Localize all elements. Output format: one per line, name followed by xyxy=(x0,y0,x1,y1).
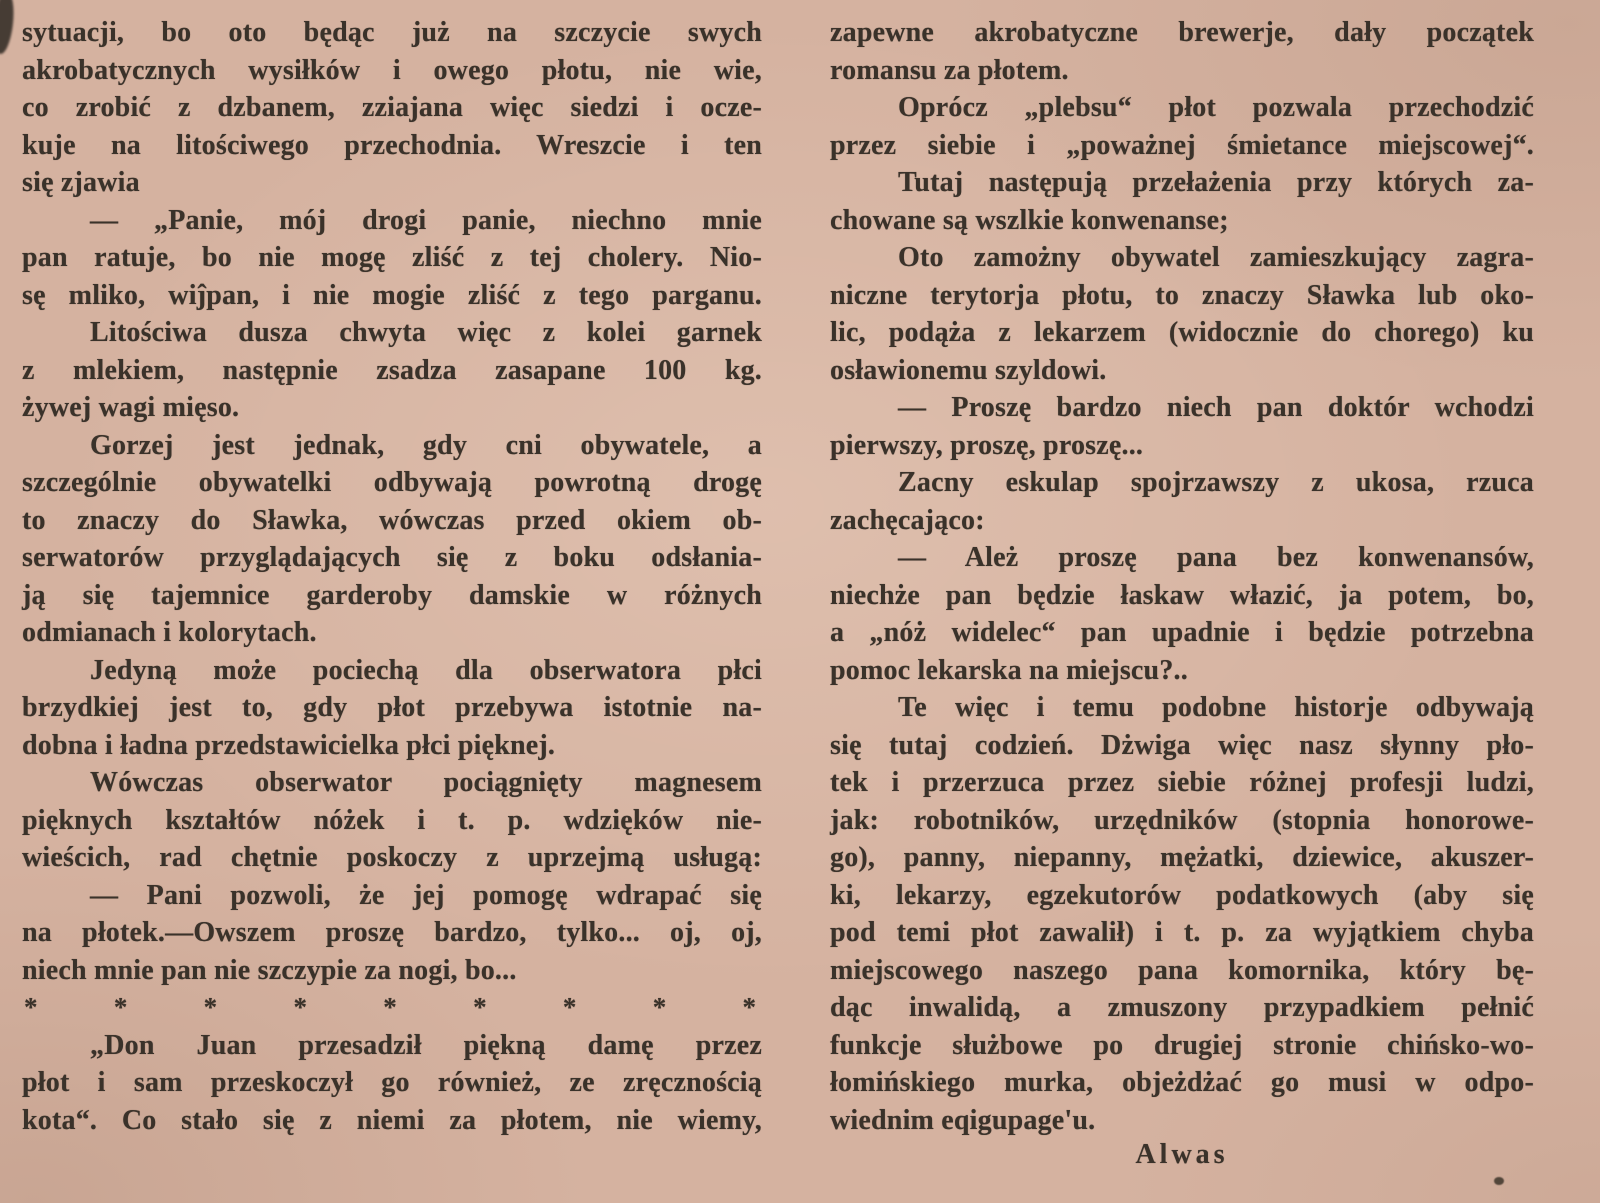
text-line: płot i sam przeskoczył go również, ze zręcznością xyxy=(22,1067,762,1098)
text-line: pan ratuje, bo nie mogę zliść z tej cholery. Nio- xyxy=(22,242,762,273)
text-line: wiednim eqigupage'u. xyxy=(830,1104,1096,1136)
asterisk: * xyxy=(383,992,397,1023)
text-line: niechże pan będzie łaskaw włazić, ja potem, bo, xyxy=(830,579,1534,611)
text-line: odmianach i kolorytach. xyxy=(22,617,317,648)
text-line: niczne terytorja płotu, to znaczy Sławka lub oko- xyxy=(830,279,1534,311)
text-line: Oprócz „plebsu“ płot pozwala przechodzić xyxy=(898,92,1534,123)
text-line: osławionemu szyldowi. xyxy=(830,354,1107,386)
text-line: łomińskiego murka, objeżdżać go musi w odpo- xyxy=(830,1067,1534,1098)
text-line: ki, lekarzy, egzekutorów podatkowych (aby się xyxy=(830,879,1534,911)
text-line: serwatorów przyglądających się z boku odsłania- xyxy=(22,542,762,573)
text-line: przez siebie i „poważnej śmietance miejscowej“. xyxy=(830,129,1534,161)
text-line: jak: robotników, urzędników (stopnia honorowe- xyxy=(830,804,1534,836)
text-line: Te więc i temu podobne historje odbywają xyxy=(898,692,1534,723)
text-line: a „nóż widelec“ pan upadnie i będzie potrzebna xyxy=(830,617,1534,648)
text-line: chowane są wszlkie konwenanse; xyxy=(830,204,1229,236)
asterisk: * xyxy=(24,992,38,1023)
text-line: miejscowego naszego pana komornika, który bę- xyxy=(830,954,1534,986)
text-line: na płotek.—Owszem proszę bardzo, tylko... oj, oj, xyxy=(22,917,762,948)
text-line: — Proszę bardzo niech pan doktór wchodzi xyxy=(898,392,1534,423)
asterisk: * xyxy=(562,992,577,1023)
text-line: brzydkiej jest to, gdy płot przebywa istotnie na- xyxy=(22,692,762,723)
asterisk: * xyxy=(293,992,307,1023)
text-line: wieścich, rad chętnie poskoczy z uprzejmą usługą: xyxy=(22,842,762,873)
text-line: niech mnie pan nie szczypie za nogi, bo... xyxy=(22,954,517,986)
text-line: sytuacji, bo oto będąc już na szczycie swych xyxy=(22,17,762,48)
text-line: Gorzej jest jednak, gdy cni obywatele, a xyxy=(90,429,762,461)
text-line: — Pani pozwoli, że jej pomogę wdrapać się xyxy=(90,879,762,911)
left-column xyxy=(22,14,762,1139)
text-line: „Don Juan przesadził piękną damę przez xyxy=(90,1029,762,1061)
text-line: z mlekiem, następnie zsadza zasapane 100 kg. xyxy=(22,354,762,386)
text-line: żywej wagi mięso. xyxy=(22,392,240,423)
text-line: lic, podąża z lekarzem (widocznie do chorego) ku xyxy=(830,317,1534,348)
asterisk: * xyxy=(652,992,667,1023)
text-line: Tutaj następują przełażenia przy których za- xyxy=(898,167,1534,198)
text-line: kota“. Co stało się z niemi za płotem, nie wiemy, xyxy=(22,1104,762,1136)
text-line: tek i przerzuca przez siebie różnej profesji ludzi, xyxy=(830,767,1534,798)
text-line: — Ależ proszę pana bez konwenansów, xyxy=(898,542,1534,573)
text-line: Litościwa dusza chwyta więc z kolei garnek xyxy=(90,317,762,348)
text-line: pod temi płot zawalił) i t. p. za wyjątkiem chyba xyxy=(830,917,1534,948)
text-line: dobna i ładna przedstawicielka płci pięknej. xyxy=(22,729,556,761)
text-line: szczególnie obywatelki odbywają powrotną drogę xyxy=(22,467,762,498)
text-line: pierwszy, proszę, proszę... xyxy=(830,429,1144,461)
text-line: Jedyną może pociechą dla obserwatora płci xyxy=(90,654,762,686)
asterisk: * xyxy=(473,992,487,1023)
text-line: romansu za płotem. xyxy=(830,54,1069,86)
text-line: pomoc lekarska na miejscu?.. xyxy=(830,654,1188,686)
author-signature: Alwas xyxy=(1135,1139,1229,1170)
right-column xyxy=(830,14,1534,1139)
text-line: to znaczy do Sławka, wówczas przed okiem ob- xyxy=(22,504,762,536)
text-line: Oto zamożny obywatel zamieszkujący zagra- xyxy=(898,242,1534,273)
text-line: się zjawia xyxy=(22,167,140,198)
text-line: Zacny eskulap spojrzawszy z ukosa, rzuca xyxy=(898,467,1534,498)
text-line: Wówczas obserwator pociągnięty magnesem xyxy=(90,767,762,798)
text-line: zachęcająco: xyxy=(830,504,985,536)
asterisk: * xyxy=(203,992,218,1023)
text-line: sę mliko, wiĵpan, i nie mogie zliść z tego parganu. xyxy=(22,279,762,311)
text-line: dąc inwalidą, a zmuszony przypadkiem pełnić xyxy=(830,992,1534,1023)
text-line: go), panny, niepanny, mężatki, dziewice, akuszer- xyxy=(830,842,1534,873)
ink-speck xyxy=(1494,1177,1504,1185)
asterisk: * xyxy=(742,992,756,1023)
text-line: zapewne akrobatyczne brewerje, dały początek xyxy=(830,17,1534,48)
text-line: kuje na litościwego przechodnia. Wreszcie i ten xyxy=(22,129,762,161)
text-line: akrobatycznych wysiłków i owego płotu, nie wie, xyxy=(22,54,762,86)
text-line: funkcje służbowe po drugiej stronie chińsko-wo- xyxy=(830,1029,1534,1061)
text-line: co zrobić z dzbanem, zziajana więc siedzi i ocze- xyxy=(22,92,762,123)
scan-edge-smudge xyxy=(0,0,17,55)
text-line: pięknych kształtów nóżek i t. p. wdzięków nie- xyxy=(22,804,762,836)
asterisk: * xyxy=(113,992,128,1023)
text-line: się tutaj codzień. Dżwiga więc nasz słynny pło- xyxy=(830,729,1534,761)
text-line: — „Panie, mój drogi panie, niechno mnie xyxy=(90,204,762,236)
text-line: ją się tajemnice garderoby damskie w różnych xyxy=(22,579,762,611)
asterisk-separator xyxy=(22,989,762,1027)
